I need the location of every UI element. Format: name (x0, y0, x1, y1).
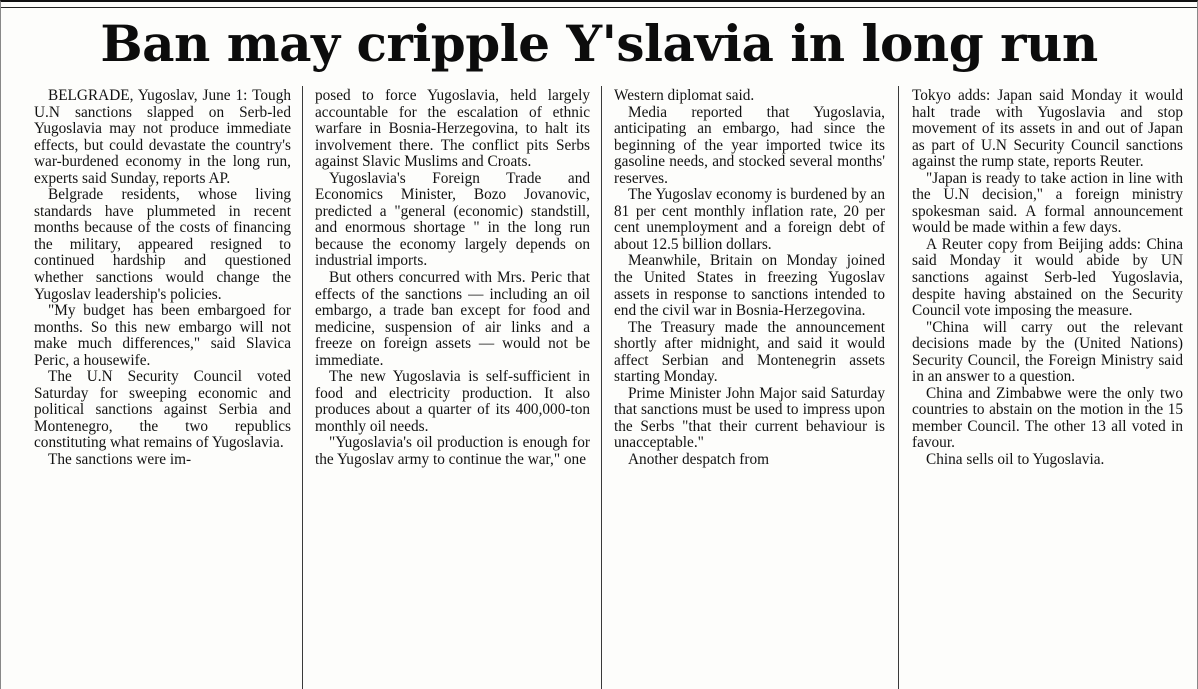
paragraph: posed to force Yugoslavia, held largely accountable for the escalation of ethnic warfare in Bosnia-Herzegovina, to halt its involvement there. The conflict pits Serbs against Slavic Muslims and Croats. (315, 88, 590, 171)
paragraph: "Yugoslavia's oil production is enough for the Yugoslav army to continue the war," one (315, 434, 590, 469)
paragraph: Tokyo adds: Japan said Monday it would halt trade with Yugoslavia and stop movement of its assets in and out of Japan as part of U.N Security Council sanctions against the rump state, reports Reuter. (912, 88, 1183, 171)
paragraph: Media reported that Yugoslavia, anticipating an embargo, had since the beginning of the year imported twice its gasoline needs, and stocked several months' reserves. (614, 103, 885, 187)
top-rule (1, 7, 1197, 8)
paragraph: Belgrade residents, whose living standards have plummeted in recent months because of the costs of financing the military, appeared resigned to continued hardship and questioned whether sanctions would change the Yugoslav leadership's policies. (34, 186, 291, 303)
paragraph: Another despatch from (628, 451, 770, 469)
paragraph: Yugoslavia's Foreign Trade and Economics Minister, Bozo Jovanovic, predicted a "general (economic) standstill, and enormous shortage " in the long run because the economy largely depends on industrial imports. (315, 169, 590, 270)
article-column-3 (614, 88, 885, 689)
paragraph: The sanctions were im- (48, 451, 192, 469)
paragraph: The U.N Security Council voted Saturday for sweeping economic and political sanctions against Serbia and Montenegro, the two republics constituting what remains of Yugoslavia. (34, 368, 291, 452)
paragraph: "China will carry out the relevant decisions made by the (United Nations) Security Council, the Foreign Ministry said in an answer to a question. (912, 318, 1183, 386)
article-column-2 (315, 88, 590, 689)
paragraph: But others concurred with Mrs. Peric that effects of the sanctions — including an oil embargo, a trade ban except for food and medicine, suspension of air links and a freeze on foreign assets — would not be immediate. (315, 269, 590, 369)
paragraph: "Japan is ready to take action in line with the U.N decision," a foreign ministry spokesman said. A formal announcement would be made within a few days. (912, 169, 1183, 237)
paragraph: China and Zimbabwe were the only two countries to abstain on the motion in the 15 member Council. The other 13 all voted in favour. (912, 384, 1183, 452)
article-column-1 (34, 88, 291, 689)
article-body (1, 88, 1198, 689)
paragraph: "My budget has been embargoed for months. So this new embargo will not make much differences," said Slavica Peric, a housewife. (34, 302, 291, 369)
paragraph: The Yugoslav economy is burdened by an 81 per cent monthly inflation rate, 20 per cent unemployment and a foreign debt of about 12.5 billion dollars. (614, 186, 885, 253)
headline: Ban may cripple Y'slavia in long run (100, 14, 1098, 73)
paragraph: The new Yugoslavia is self-sufficient in food and electricity production. It also produces about a quarter of its 400,000-ton monthly oil needs. (315, 368, 590, 435)
paragraph: The Treasury made the announcement shortly after midnight, and said it would affect Serbian and Montenegrin assets starting Monday. (614, 318, 885, 386)
paragraph: Prime Minister John Major said Saturday that sanctions must be used to impress upon the Serbs "that their current behaviour is unacceptable." (614, 384, 885, 452)
paragraph: Meanwhile, Britain on Monday joined the United States in freezing Yugoslav assets in response to sanctions intended to end the civil war in Bosnia-Herzegovina. (614, 252, 885, 320)
article-column-4 (912, 88, 1183, 689)
paragraph: Western diplomat said. (614, 88, 755, 104)
paragraph: A Reuter copy from Beijing adds: China said Monday it would abide by UN sanctions against Serb-led Yugoslavia, despite having abstained on the Security Council vote imposing the measure. (912, 235, 1183, 320)
paragraph: China sells oil to Yugoslavia. (926, 451, 1105, 469)
paragraph: BELGRADE, Yugoslav, June 1: Tough U.N sanctions slapped on Serb-led Yugoslavia may not produce immediate effects, but could devastate the country's war-burdened economy in the long run, experts said Sunday, reports AP. (34, 88, 291, 187)
